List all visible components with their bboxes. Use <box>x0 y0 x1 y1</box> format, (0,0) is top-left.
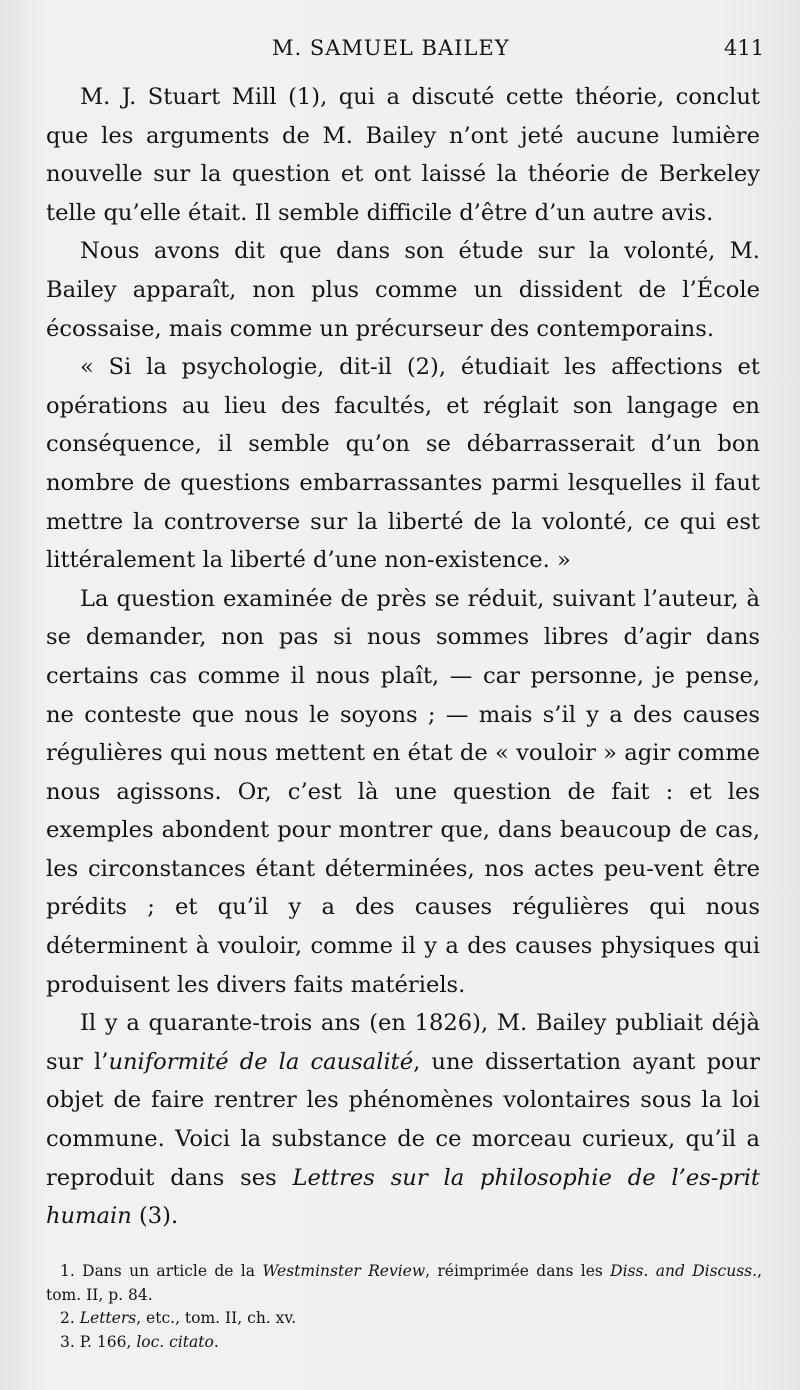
footnote-number: 3. <box>60 1332 75 1351</box>
footnote-text: P. 166, <box>79 1332 137 1351</box>
paragraph-dissertation-text-2: , une dissertation ayant pour objet de faire rentrer les phénomènes volontaires sous la loi commune. Voici la substance de ce morceau curieux, qu’il a reproduit dans ses <box>46 1048 760 1191</box>
paragraph-dissertation-italic-1: uniformité de la causalité <box>108 1048 414 1075</box>
footnote-text: , etc., tom. II, ch. xv. <box>136 1309 297 1327</box>
footnote-text: . <box>213 1332 219 1351</box>
footnote-italic: Diss. and Discuss. <box>610 1262 758 1280</box>
footnote-text: , réimprimée dans les <box>425 1262 611 1280</box>
body-text <box>46 78 760 1236</box>
footnote-2 <box>46 1307 762 1331</box>
paragraph-dissertation-text-1: Il y a quarante-trois ans (en 1826), M. Bailey publiait déjà sur l’ <box>46 1010 760 1075</box>
footnote-text: Dans un article de la <box>82 1262 263 1280</box>
paragraph-question: La question examinée de près se réduit, suivant l’auteur, à se demander, non pas si nous sommes libres d’agir dans certains cas comme il nous plaît, — car personne, je pense, ne conteste que nous le soyons ; — mais s’il y a des causes régulières qui nous mettent en état de « vouloir » agir comme nous agissons. Or, c’est là une question de fait : et les exemples abondent pour montrer que, dans beaucoup de cas, les circonstances étant déterminées, nos actes peu-vent être prédits ; et qu’il y a des causes régulières qui nous déterminent à vouloir, comme il y a des causes physiques qui produisent les divers faits matériels. <box>46 585 760 998</box>
footnote-1 <box>46 1260 762 1307</box>
paragraph-dissertation-text-3: (3). <box>131 1203 179 1230</box>
running-head: M. SAMUEL BAILEY <box>272 36 510 60</box>
footnote-italic: Letters <box>79 1309 137 1327</box>
page-number: 411 <box>724 36 765 60</box>
footnotes <box>46 1260 762 1354</box>
footnote-text: , tom. II, p. 84. <box>46 1262 762 1304</box>
footnote-3 <box>46 1331 762 1355</box>
paragraph-quotation: « Si la psychologie, dit-il (2), étudiait les affections et opérations au lieu des facultés, et réglait son langage en conséquence, il semble qu’on se débarrasserait d’un bon nombre de questions embarrassantes parmi lesquelles il faut mettre la controverse sur la liberté de la volonté, ce qui est littéralement la liberté d’une non-existence. » <box>46 354 760 574</box>
footnote-number: 1. <box>60 1262 75 1280</box>
footnote-italic: loc. citato <box>136 1332 214 1351</box>
paragraph-volonte: Nous avons dit que dans son étude sur la volonté, M. Bailey apparaît, non plus comme un dissident de l’École écossaise, mais comme un précurseur des contemporains. <box>46 238 760 342</box>
paragraph-mill: M. J. Stuart Mill (1), qui a discuté cette théorie, conclut que les arguments de M. Bailey n’ont jeté aucune lumière nouvelle sur la question et ont laissé la théorie de Berkeley telle qu’elle était. Il semble difficile d’être d’un autre avis. <box>46 84 760 226</box>
footnote-number: 2. <box>60 1309 75 1327</box>
footnote-italic: Westminster Review <box>262 1262 426 1280</box>
page-header <box>0 36 800 66</box>
paragraph-dissertation-italic-2: Lettres sur la philosophie de l’es-prit humain <box>46 1164 761 1230</box>
paragraph-dissertation <box>46 1004 760 1236</box>
